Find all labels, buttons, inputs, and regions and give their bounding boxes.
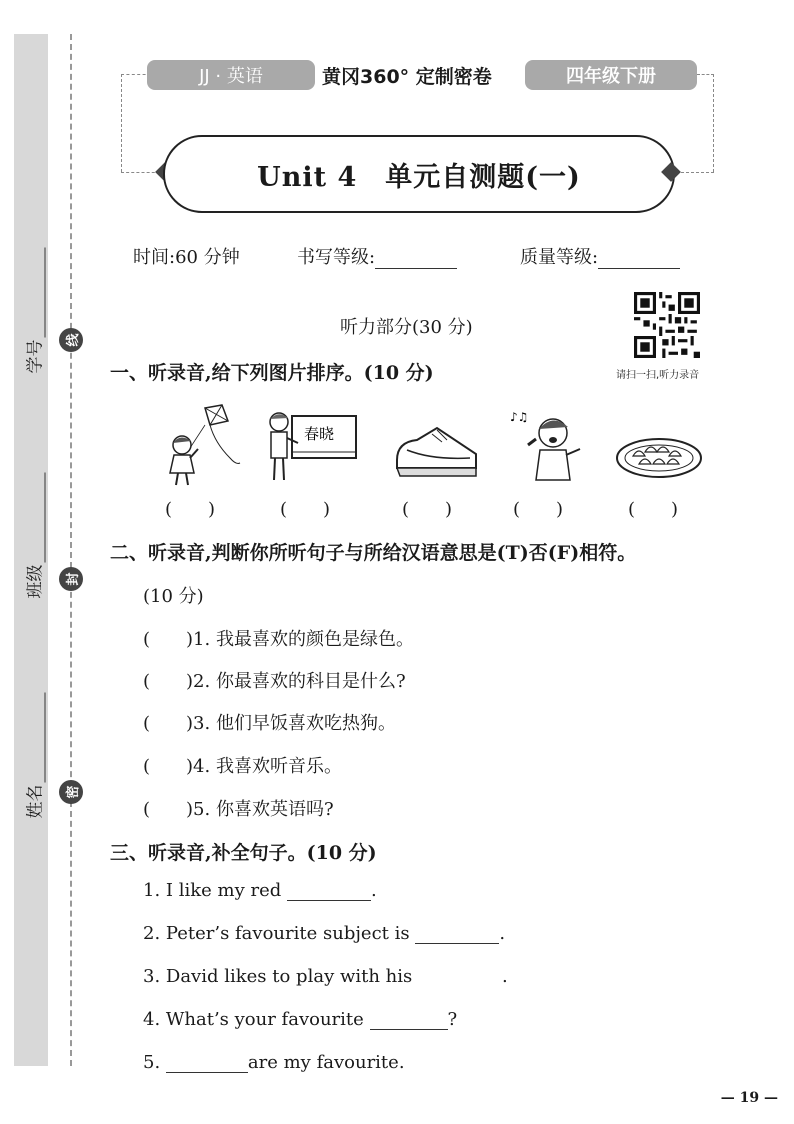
fill-end-1: . xyxy=(370,880,377,901)
writing-grade xyxy=(297,243,457,269)
class-label: 班级 xyxy=(25,564,46,598)
student-id-blank[interactable] xyxy=(29,247,46,337)
header-dash-right-top xyxy=(697,74,714,75)
fill-text-5: 5. xyxy=(143,1052,166,1073)
fill-blank-5[interactable] xyxy=(166,1054,248,1073)
subject-pill: JJ · 英语 xyxy=(147,60,315,90)
part2-item-1 xyxy=(143,625,414,651)
student-id-field[interactable] xyxy=(18,230,48,390)
part2-points: (10 分) xyxy=(143,586,204,607)
answer-paren-5[interactable]: ( ) xyxy=(628,499,679,520)
answer-paren-2[interactable]: ( ) xyxy=(280,499,331,520)
part3-item-2 xyxy=(143,923,505,944)
binding-dash-line xyxy=(70,34,72,1066)
fill-end-5: are my favourite. xyxy=(247,1052,405,1073)
writing-grade-label: 书写等级: xyxy=(297,247,376,268)
name-field[interactable] xyxy=(18,680,48,830)
part2-item-2 xyxy=(143,667,406,693)
fill-blank-3[interactable] xyxy=(418,968,502,987)
tf-paren-4[interactable]: ( ) xyxy=(143,756,194,777)
tf-text-5: 5. 你喜欢英语吗? xyxy=(193,799,334,820)
answer-paren-3[interactable]: ( ) xyxy=(402,499,453,520)
answer-paren-4[interactable]: ( ) xyxy=(513,499,564,520)
seal-xian: 线 xyxy=(59,328,83,352)
tf-text-1: 1. 我最喜欢的颜色是绿色。 xyxy=(193,629,414,650)
tf-paren-2[interactable]: ( ) xyxy=(143,671,194,692)
part3-heading: 三、听录音,补全句子。(10 分) xyxy=(110,842,377,864)
quality-grade-blank[interactable] xyxy=(598,250,680,269)
boy-blackboard-picture xyxy=(262,408,360,490)
fill-blank-1[interactable] xyxy=(287,882,371,901)
part2-heading: 二、听录音,判断你所听句子与所给汉语意思是(T)否(F)相符。 xyxy=(110,542,637,564)
tf-paren-5[interactable]: ( ) xyxy=(143,799,194,820)
sneakers-picture xyxy=(392,420,482,482)
fill-text-2: 2. Peter’s favourite subject is xyxy=(143,923,416,944)
quality-grade xyxy=(520,243,680,269)
name-label: 姓名 xyxy=(25,784,46,818)
time-limit: 时间:60 分钟 xyxy=(133,247,240,268)
student-id-label: 学号 xyxy=(25,339,46,373)
class-blank[interactable] xyxy=(29,472,46,562)
fill-text-1: 1. I like my red xyxy=(143,880,287,901)
part1-heading: 一、听录音,给下列图片排序。(10 分) xyxy=(110,362,434,384)
fill-end-4: ? xyxy=(447,1009,458,1030)
header-dash-right-bottom xyxy=(676,172,714,173)
quality-grade-label: 质量等级: xyxy=(520,247,599,268)
part2-item-3 xyxy=(143,709,396,735)
fill-end-3: . xyxy=(501,966,508,987)
qr-caption: 请扫一扫,听力录音 xyxy=(616,370,700,381)
fill-end-2: . xyxy=(499,923,506,944)
tf-paren-3[interactable]: ( ) xyxy=(143,713,194,734)
answer-paren-1[interactable]: ( ) xyxy=(165,499,216,520)
fill-text-4: 4. What’s your favourite xyxy=(143,1009,370,1030)
qr-code-icon[interactable] xyxy=(634,292,700,358)
series-name: 黄冈360° 定制密卷 xyxy=(322,66,492,88)
tf-text-4: 4. 我喜欢听音乐。 xyxy=(193,756,342,777)
tf-text-3: 3. 他们早饭喜欢吃热狗。 xyxy=(193,713,396,734)
grade-pill: 四年级下册 xyxy=(525,60,697,90)
page-title: Unit 4 单元自测题(一) xyxy=(257,161,581,193)
svg-text:♪♫: ♪♫ xyxy=(510,410,529,424)
listening-section-title: 听力部分(30 分) xyxy=(340,317,473,338)
part3-item-5 xyxy=(143,1052,405,1073)
header-dash-left-vert xyxy=(121,74,122,172)
tf-paren-1[interactable]: ( ) xyxy=(143,629,194,650)
part2-item-4 xyxy=(143,752,342,778)
class-field[interactable] xyxy=(18,460,48,610)
page-number: — 19 — xyxy=(720,1090,778,1106)
name-blank[interactable] xyxy=(29,692,46,782)
girl-kite-picture xyxy=(160,403,242,489)
girl-singing-picture xyxy=(508,405,588,489)
header-dash-right-vert xyxy=(713,74,714,172)
fill-text-3: 3. David likes to play with his xyxy=(143,966,418,987)
seal-mi: 密 xyxy=(59,780,83,804)
part3-item-4 xyxy=(143,1009,457,1030)
dumplings-picture xyxy=(615,430,703,480)
part2-item-5 xyxy=(143,795,334,821)
part3-item-3 xyxy=(143,966,508,987)
fill-blank-2[interactable] xyxy=(415,925,499,944)
writing-grade-blank[interactable] xyxy=(375,250,457,269)
blackboard-text: 春晓 xyxy=(304,425,335,443)
title-frame xyxy=(163,135,675,213)
part3-item-1 xyxy=(143,880,377,901)
fill-blank-4[interactable] xyxy=(370,1011,448,1030)
seal-feng: 封 xyxy=(59,567,83,591)
tf-text-2: 2. 你最喜欢的科目是什么? xyxy=(193,671,406,692)
